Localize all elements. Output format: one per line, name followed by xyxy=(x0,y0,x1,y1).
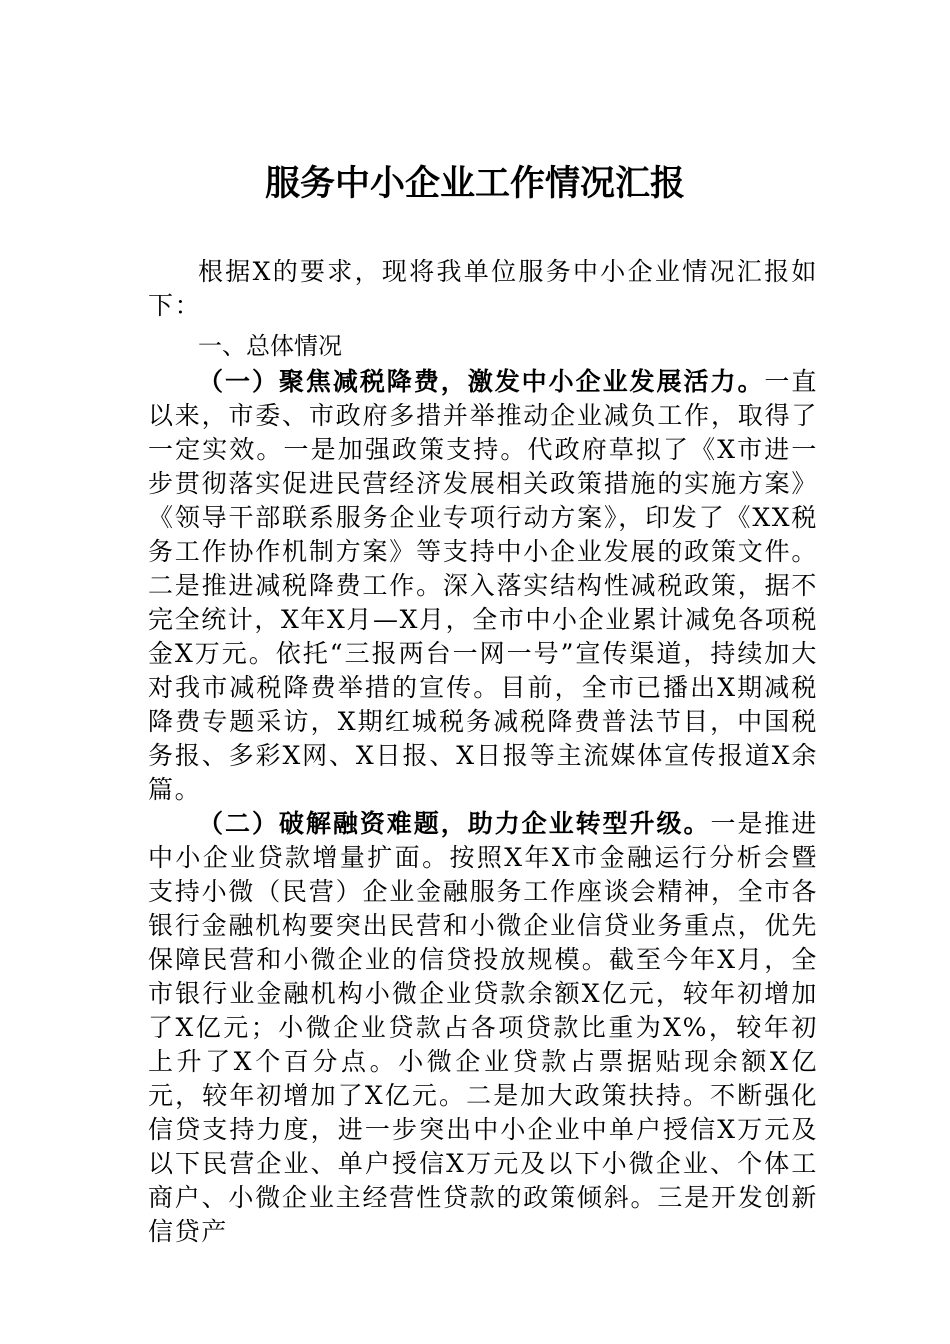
paragraph-tax-reduction xyxy=(148,365,818,807)
intro-paragraph: 根据X的要求，现将我单位服务中小企业情况汇报如下： xyxy=(148,257,818,320)
paragraph-lead: （一）聚焦减税降费，激发中小企业发展活力。 xyxy=(198,367,765,396)
document-title: 服务中小企业工作情况汇报 xyxy=(264,163,685,204)
document-body xyxy=(148,255,818,1249)
paragraph-body: 一直以来，市委、市政府多措并举推动企业减负工作，取得了一定实效。一是加强政策支持。代政府草拟了《X市进一步贯彻落实促进民营经济发展相关政策措施的实施方案》《领导干部联系服务企业专项行动方案》，印发了《XX税务工作协作机制方案》等支持中小企业发展的政策文件。二是推进减税降费工作。深入落实结构性减税政策，据不完全统计，X年X月—X月，全市中小企业累计减免各项税金X万元。依托“三报两台一网一号”宣传渠道，持续加大对我市减税降费举措的宣传。目前，全市已播出X期减税降费专题采访，X期红城税务减税降费普法节目，中国税务报、多彩X网、X日报、X日报等主流媒体宣传报道X余篇。 xyxy=(148,367,818,804)
paragraph-body: 一是推进中小企业贷款增量扩面。按照X年X市金融运行分析会暨支持小微（民营）企业金融服务工作座谈会精神，全市各银行金融机构要突出民营和小微企业信贷业务重点，优先保障民营和小微企业的信贷投放规模。截至今年X月，全市银行业金融机构小微企业贷款余额X亿元，较年初增加了X亿元；小微企业贷款占各项贷款比重为X%，较年初上升了X个百分点。小微企业贷款占票据贴现余额X亿元，较年初增加了X亿元。二是加大政策扶持。不断强化信贷支持力度，进一步突出中小企业中单户授信X万元及以下民营企业、单户授信X万元及以下小微企业、个体工商户、小微企业主经营性贷款的政策倾斜。三是开发创新信贷产 xyxy=(148,809,819,1246)
paragraph-lead: （二）破解融资难题，助力企业转型升级。 xyxy=(198,809,711,838)
section-heading: 一、总体情况 xyxy=(198,332,342,360)
paragraph-financing xyxy=(148,807,818,1249)
